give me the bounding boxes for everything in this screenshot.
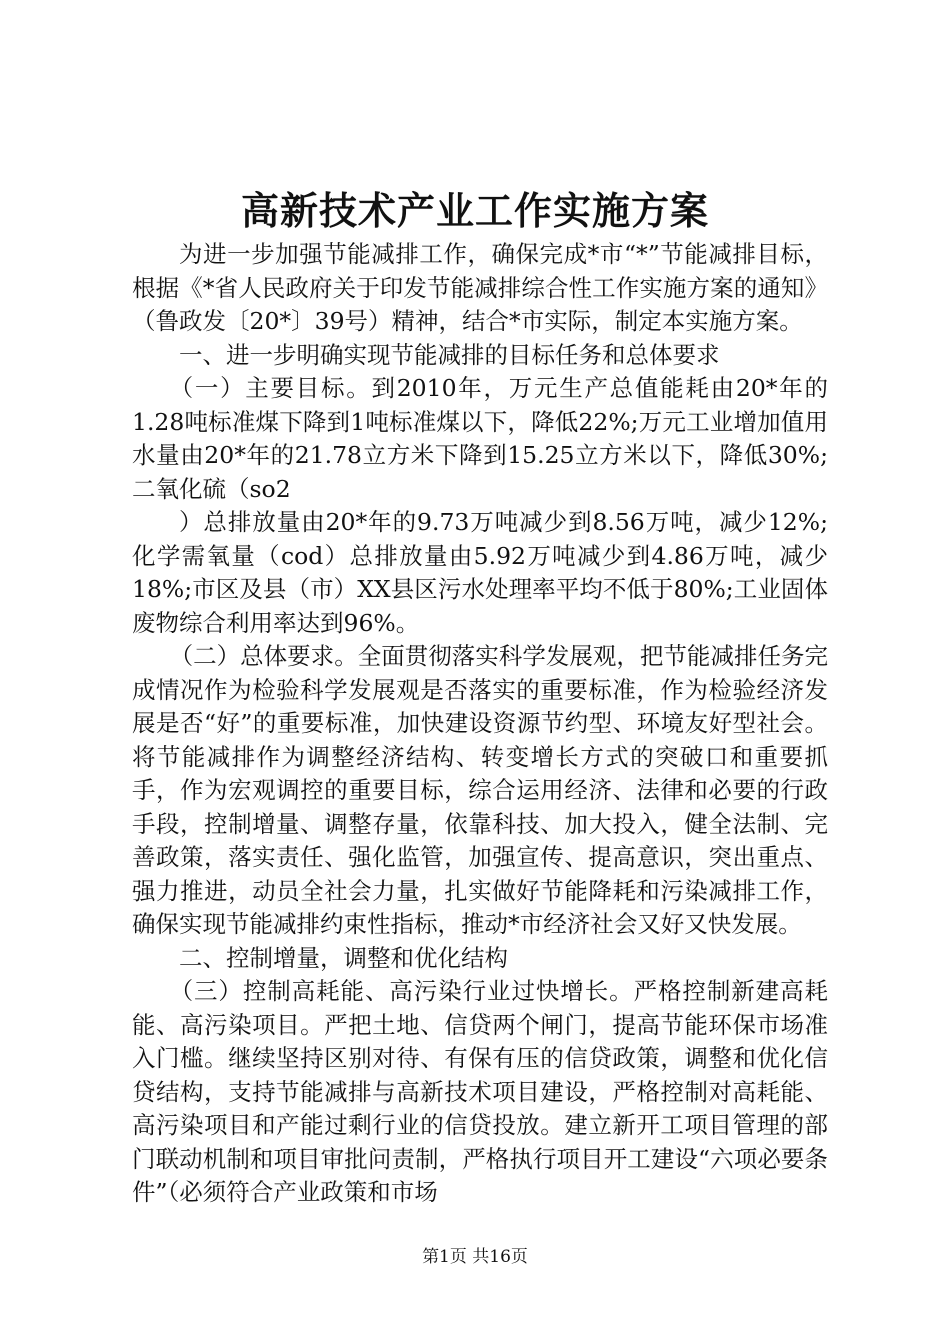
paragraph-control-growth: （三）控制高耗能、高污染行业过快增长。严格控制新建高耗能、高污染项目。严把土地、信贷两个闸门，提高节能环保市场准入门槛。继续坚持区别对待、有保有压的信贷政策，调整和优化信贷结构，支持节能减排与高新技术项目建设，严格控制对高耗能、高污染项目和产能过剩行业的信贷投放。建立新开工项目管理的部门联动机制和项目审批问责制，严格执行项目开工建设“六项必要条件”（必须符合产业政策和市场 (132, 977, 828, 1206)
paragraph-general-requirements: （二）总体要求。全面贯彻落实科学发展观，把节能减排任务完成情况作为检验科学发展观是否落实的重要标准，作为检验经济发展是否“好”的重要标准，加快建设资源节约型、环境友好型社会。将节能减排作为调整经济结构、转变增长方式的突破口和重要抓手，作为宏观调控的重要目标，综合运用经济、法律和必要的行政手段，控制增量、调整存量，依靠科技、加大投入，健全法制、完善政策，落实责任、强化监管，加强宣传、提高意识，突出重点、强力推进，动员全社会力量，扎实做好节能降耗和污染减排工作，确保实现节能减排约束性指标，推动*市经济社会又好又快发展。 (132, 642, 828, 938)
document-title: 高新技术产业工作实施方案 (240, 188, 709, 233)
heading-section-2: 二、控制增量，调整和优化结构 (179, 943, 508, 972)
page-number-footer: 第1页 共16页 (422, 1247, 528, 1267)
document-body (132, 238, 828, 1210)
heading-section-1: 一、进一步明确实现节能减排的目标任务和总体要求 (179, 340, 720, 369)
paragraph-main-targets: （一）主要目标。到2010年，万元生产总值能耗由20*年的1.28吨标准煤下降到1吨标准煤以下，降低22%;万元工业增加值用水量由20*年的21.78立方米下降到15.25立方米以下，降低30%;二氧化硫（so2 (132, 374, 828, 503)
paragraph-intro: 为进一步加强节能减排工作，确保完成*市“*”节能减排目标，根据《*省人民政府关于印发节能减排综合性工作实施方案的通知》（鲁政发〔20*〕39号）精神，结合*市实际，制定本实施方案。 (132, 240, 828, 335)
paragraph-emissions: ）总排放量由20*年的9.73万吨减少到8.56万吨，减少12%;化学需氧量（cod）总排放量由5.92万吨减少到4.86万吨，减少18%;市区及县（市）XX县区污水处理率平均不低于80%;工业固体废物综合利用率达到96%。 (132, 508, 828, 637)
